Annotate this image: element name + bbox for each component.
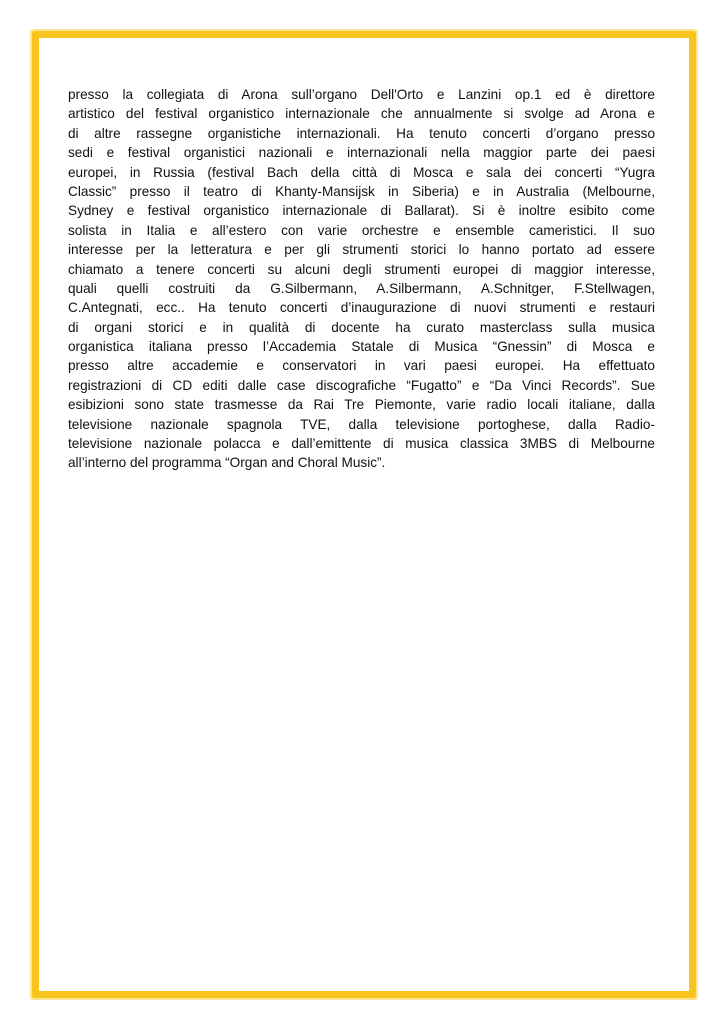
text-line: Classic” presso il teatro di Khanty-Mansijsk in Siberia) e in Australia (Melbourne, [68,183,655,199]
text-line: di altre rassegne organistiche internazionali. Ha tenuto concerti d’organo presso [68,125,655,141]
text-line: di organi storici e in qualità di docente ha curato masterclass sulla musica [68,319,655,335]
text-line: Sydney e festival organistico internazionale di Ballarat). Si è inoltre esibito come [68,203,655,219]
text-line: all’interno del programma “Organ and Choral Music”. [68,455,386,471]
text-line: chiamato a tenere concerti su alcuni degli strumenti europei di maggior interesse, [68,261,655,277]
text-line: televisione nazionale polacca e dall’emittente di musica classica 3MBS di Melbourne [68,436,655,452]
text-line: europei, in Russia (festival Bach della città di Mosca e sala dei concerti “Yugra [68,164,655,180]
text-line: quali quelli costruiti da G.Silbermann, A.Silbermann, A.Schnitger, F.Stellwagen, [68,280,655,296]
document-body [68,85,655,473]
text-line: organistica italiana presso l’Accademia Statale di Musica “Gnessin” di Mosca e [68,339,655,355]
text-line: registrazioni di CD editi dalle case discografiche “Fugatto” e “Da Vinci Records”. Sue [68,377,655,393]
text-line: solista in Italia e all’estero con varie orchestre e ensemble cameristici. Il suo [68,222,655,238]
text-line: C.Antegnati, ecc.. Ha tenuto concerti d’inaugurazione di nuovi strumenti e restauri [68,300,655,316]
text-line: sedi e festival organistici nazionali e internazionali nella maggior parte dei paesi [68,145,655,161]
text-line: esibizioni sono state trasmesse da Rai Tre Piemonte, varie radio locali italiane, dalla [68,397,655,413]
text-line: presso altre accademie e conservatori in vari paesi europei. Ha effettuato [68,358,655,374]
text-line: presso la collegiata di Arona sull’organo Dell'Orto e Lanzini op.1 ed è direttore [68,87,655,102]
text-line: televisione nazionale spagnola TVE, dalla televisione portoghese, dalla Radio- [68,416,655,432]
text-line: interesse per la letteratura e per gli strumenti storici lo hanno portato ad essere [68,242,655,258]
text-line: artistico del festival organistico internazionale che annualmente si svolge ad Arona e [68,106,655,122]
